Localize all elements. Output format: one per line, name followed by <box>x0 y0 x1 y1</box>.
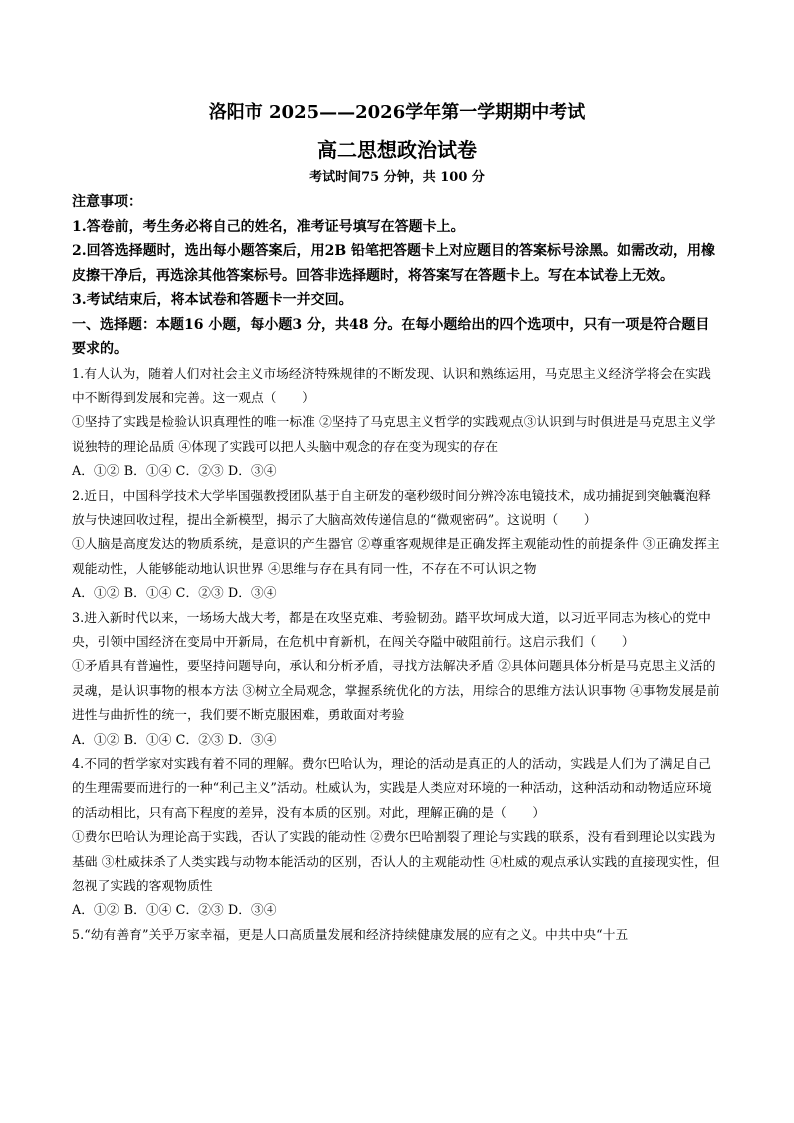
question-3 <box>72 606 722 752</box>
question-options: A．①② B．①④ C．②③ D．③④ <box>72 463 277 479</box>
question-5 <box>72 923 722 947</box>
question-1 <box>72 362 722 484</box>
question-options: A．①② B．①④ C．②③ D．③④ <box>72 585 277 601</box>
question-statements: ①矛盾具有普遍性，要坚持问题导向，承认和分析矛盾，寻找方法解决矛盾 ②具体问题具体分析是马克思主义活的灵魂，是认识事物的根本方法 ③树立全局观念，掌握系统优化的方法，用综合的思维方法认识事物 ④事物发展是前进性与曲折性的统一，我们要不断克服困难，勇敢面对考验 <box>72 658 720 723</box>
question-4 <box>72 752 722 923</box>
note-item: 3.考试结束后，将本试卷和答题卡一并交回。 <box>72 292 353 308</box>
exam-page <box>72 100 722 947</box>
question-statements: ①人脑是高度发达的物质系统，是意识的产生器官 ②尊重客观规律是正确发挥主观能动性的前提条件 ③正确发挥主观能动性，人能够能动地认识世界 ④思维与存在具有同一性，不存在不可认识之物 <box>72 536 720 576</box>
section-heading: 一、选择题：本题16 小题，每小题3 分，共48 分。在每小题给出的四个选项中，只有一项是符合题目要求的。 <box>72 316 710 357</box>
question-options: A．①② B．①④ C．②③ D．③④ <box>72 902 277 918</box>
question-statements: ①坚持了实践是检验认识真理性的唯一标准 ②坚持了马克思主义哲学的实践观点③认识到与时俱进是马克思主义学说独特的理论品质 ④体现了实践可以把人头脑中观念的存在变为现实的存在 <box>72 414 716 454</box>
question-options: A．①② B．①④ C．②③ D．③④ <box>72 731 277 747</box>
question-statements: ①费尔巴哈认为理论高于实践，否认了实践的能动性 ②费尔巴哈割裂了理论与实践的联系，没有看到理论以实践为基础 ③杜威抹杀了人类实践与动物本能活动的区别，否认人的主观能动性 ④杜威的观点承认实践的直接现实性，但忽视了实践的客观物质性 <box>72 829 720 894</box>
note-item: 2.回答选择题时，选出每小题答案后，用2B 铅笔把答题卡上对应题目的答案标号涂黑。如需改动，用橡皮擦干净后，再选涂其他答案标号。回答非选择题时，将答案写在答题卡上。写在本试卷上无效。 <box>72 243 716 284</box>
question-stem: 5.“幼有善育”关乎万家幸福，更是人口高质量发展和经济持续健康发展的应有之义。中共中央“十五 <box>72 926 629 942</box>
question-stem: 4.不同的哲学家对实践有着不同的理解。费尔巴哈认为，理论的活动是真正的人的活动，实践是人们为了满足自己的生理需要而进行的一种“利己主义”活动。杜威认为，实践是人类应对环境的一种活动，这种活动和动物适应环境的活动相比，只有高下程度的差异，没有本质的区别。对此，理解正确的是（ ） <box>72 756 712 820</box>
notes-heading: 注意事项： <box>72 194 142 210</box>
question-stem: 2.近日，中国科学技术大学毕国强教授团队基于自主研发的毫秒级时间分辨冷冻电镜技术，成功捕捉到突触囊泡释放与快速回收过程，提出全新模型，揭示了大脑高效传递信息的“微观密码”。这说明（ ） <box>72 487 711 527</box>
exam-subject: 高二思想政治试卷 <box>317 138 477 162</box>
question-stem: 3.进入新时代以来，一场场大战大考，都是在攻坚克难、考验韧劲。踏平坎坷成大道，以习近平同志为核心的党中央，引领中国经济在变局中开新局，在危机中育新机，在闯关夺隘中破阻前行。这启示我们（ ） <box>72 609 711 649</box>
note-item: 1.答卷前，考生务必将自己的姓名，准考证号填写在答题卡上。 <box>72 218 465 235</box>
question-2 <box>72 484 722 606</box>
exam-info: 考试时间75 分钟，共 100 分 <box>309 170 485 185</box>
exam-title: 洛阳市 2025——2026学年第一学期期中考试 <box>208 102 586 123</box>
question-stem: 1.有人认为，随着人们对社会主义市场经济特殊规律的不断发现、认识和熟练运用，马克思主义经济学将会在实践中不断得到发展和完善。这一观点（ ） <box>72 365 711 405</box>
